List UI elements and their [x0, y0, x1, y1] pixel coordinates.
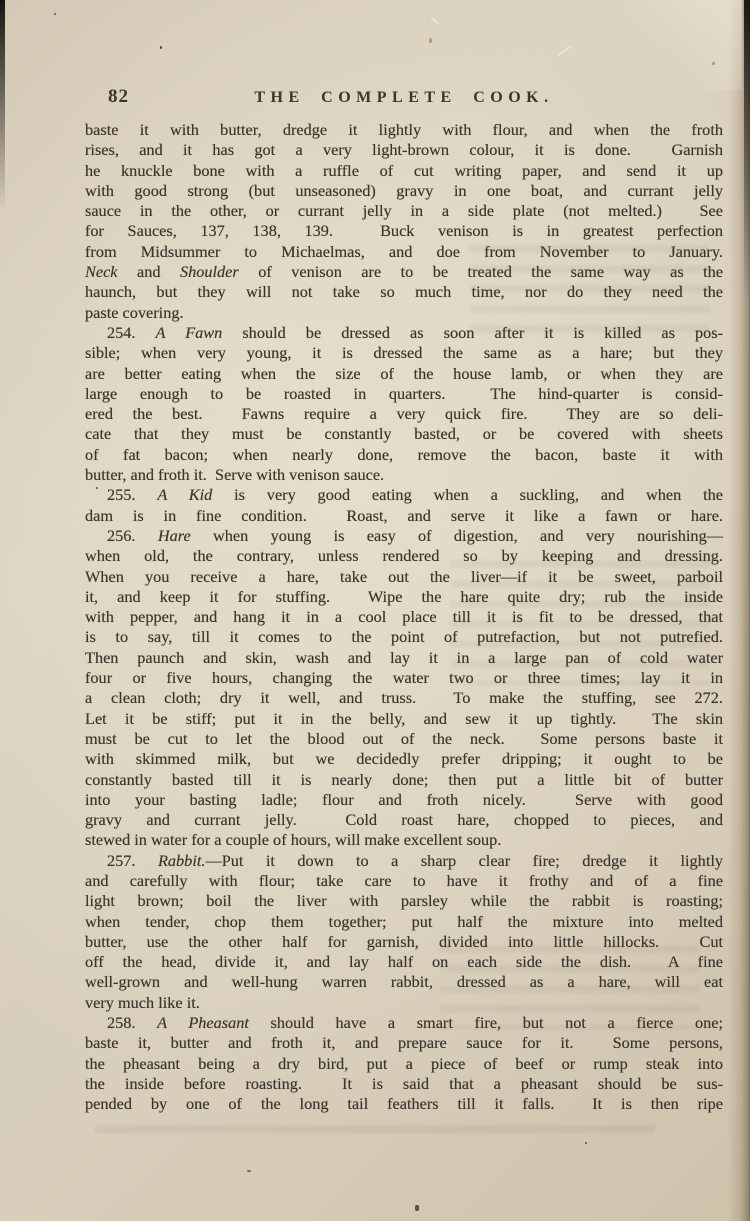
paper-speck — [54, 13, 56, 15]
text-segment: the pheasant being a dry bird, put a piece of beef or rump steak into — [85, 1053, 723, 1073]
text-segment: when tender, chop them together; put half the mixture into melted — [85, 911, 723, 931]
scan-edge-dark-right — [744, 0, 750, 300]
text-line — [85, 485, 723, 505]
text-line — [85, 546, 723, 566]
text-line — [85, 688, 723, 708]
paper-scratch — [557, 46, 571, 57]
text-line — [85, 120, 723, 140]
italic-text: Neck — [85, 262, 118, 282]
text-line — [85, 1074, 723, 1094]
text-line — [85, 445, 723, 465]
text-segment: the inside before roasting. It is said that a pheasant should be sus- — [85, 1073, 723, 1093]
text-segment: 256. — [107, 525, 158, 545]
text-segment: 255. — [107, 485, 158, 505]
text-segment: 258. — [107, 1013, 158, 1033]
text-segment: with pepper, and hang it in a cool place till it is fit to be dressed, that — [85, 607, 723, 627]
text-line — [85, 343, 723, 363]
text-line — [85, 323, 723, 343]
text-segment: cate that they must be constantly basted, or be covered with sheets — [85, 424, 723, 444]
text-segment: 254. — [107, 322, 156, 342]
text-line — [85, 912, 723, 932]
text-line — [85, 587, 723, 607]
text-line — [85, 627, 723, 647]
text-segment: is very good eating when a suckling, and when the — [212, 485, 724, 505]
text-segment: large enough to be roasted in quarters. The hind-quarter is consid- — [85, 383, 723, 403]
text-line — [85, 465, 723, 485]
text-line — [85, 790, 723, 810]
text-line — [85, 810, 723, 830]
text-segment: with good strong (but unseasoned) gravy in one boat, and currant jelly — [85, 180, 723, 200]
text-line — [85, 526, 723, 546]
text-line — [85, 729, 723, 749]
text-line — [85, 668, 723, 688]
text-segment: haunch, but they will not take so much time, nor do they need the — [85, 282, 723, 302]
text-line — [85, 891, 723, 911]
text-segment: he knuckle bone with a ruffle of cut writing paper, and send it up — [85, 160, 723, 180]
page-number: 82 — [108, 86, 129, 107]
paper-speck — [247, 1170, 251, 1172]
text-segment: and — [117, 262, 180, 282]
text-line — [85, 952, 723, 972]
text-segment: must be cut to let the blood out of the neck. Some persons baste it — [85, 728, 723, 748]
text-line — [85, 648, 723, 668]
text-segment: for Sauces, 137, 138, 139. Buck venison is in greatest perfection — [85, 221, 723, 241]
paper-scratch — [431, 17, 440, 25]
text-segment: sauce in the other, or currant jelly in a side plate (not melted.) See — [85, 201, 723, 221]
text-segment: light brown; boil the liver with parsley while the rabbit is roasting; — [85, 891, 723, 911]
text-segment: sible; when very young, it is dressed the same as a hare; but they — [85, 343, 723, 363]
text-line — [85, 303, 723, 323]
paper-speck — [415, 1205, 419, 1211]
text-segment: constantly basted till it is nearly done; then put a little bit of butter — [85, 769, 723, 789]
italic-text: Rabbit. — [157, 850, 206, 870]
text-segment: it, and keep it for stuffing. Wipe the hare quite dry; rub the inside — [85, 586, 723, 606]
scan-edge-dark-left — [0, 0, 5, 210]
text-segment: butter, use the other half for garnish, divided into little hillocks. Cut — [85, 931, 723, 951]
text-segment: baste it, butter and froth it, and prepare sauce for it. Some persons, — [85, 1033, 723, 1053]
text-line — [85, 709, 723, 729]
text-line — [85, 140, 723, 160]
show-through-patch — [95, 1120, 655, 1136]
text-segment: a clean cloth; dry it well, and truss. To make the stuffing, see 272. — [85, 688, 723, 708]
text-line — [85, 1033, 723, 1053]
text-line — [85, 384, 723, 404]
page-corner-highlight — [622, 0, 742, 90]
italic-text: A Pheasant — [157, 1013, 249, 1033]
running-head — [85, 86, 723, 112]
text-segment: four or five hours, changing the water two or three times; lay it in — [85, 668, 723, 688]
text-segment: ered the best. Fawns require a very quick fire. They are so deli- — [85, 404, 723, 424]
italic-text: A Fawn — [155, 322, 223, 342]
text-segment: off the head, divide it, and lay half on each side the dish. A fine — [85, 952, 723, 972]
text-line — [85, 1094, 723, 1114]
text-segment: into your basting ladle; flour and froth nicely. Serve with good — [85, 789, 723, 809]
text-segment: well-grown and well-hung warren rabbit, dressed as a hare, will eat — [85, 972, 723, 992]
text-segment: very much like it. — [85, 992, 200, 1012]
text-segment: of venison are to be treated the same way as the — [238, 262, 723, 282]
text-line — [85, 404, 723, 424]
text-line — [85, 282, 723, 302]
text-segment: baste it with butter, dredge it lightly with flour, and when the froth — [85, 120, 723, 139]
text-block — [85, 120, 723, 1115]
text-line — [85, 607, 723, 627]
text-segment: Then paunch and skin, wash and lay it in a large pan of cold water — [85, 647, 723, 667]
text-line — [85, 364, 723, 384]
text-line — [85, 506, 723, 526]
text-line — [85, 242, 723, 262]
text-segment: Let it be stiff; put it in the belly, and sew it up tightly. The skin — [85, 708, 723, 728]
text-line — [85, 161, 723, 181]
text-segment: with skimmed milk, but we decidedly prefer dripping; it ought to be — [85, 749, 723, 769]
text-segment: from Midsummer to Michaelmas, and doe from November to January. — [85, 241, 723, 261]
text-line — [85, 262, 723, 282]
text-line — [85, 770, 723, 790]
text-segment: when young is easy of digestion, and very nourishing— — [190, 525, 723, 545]
text-segment: should have a smart fire, but not a fierce one; — [248, 1013, 723, 1033]
italic-text: Shoulder — [179, 262, 239, 282]
text-segment: —Put it down to a sharp clear fire; dredge it lightly — [205, 850, 724, 870]
text-segment: dam is in fine condition. Roast, and serve it like a fawn or hare. — [85, 505, 723, 525]
text-line — [85, 972, 723, 992]
text-line — [85, 871, 723, 891]
paper-speck — [160, 46, 162, 49]
paper-speck — [712, 62, 715, 65]
text-line — [85, 201, 723, 221]
text-segment: pended by one of the long tail feathers till it falls. It is then ripe — [85, 1094, 723, 1114]
italic-text: Hare — [157, 525, 191, 545]
text-segment: 257. — [107, 850, 158, 870]
text-line — [85, 830, 723, 850]
text-segment: when old, the contrary, unless rendered so by keeping and dressing. — [85, 546, 723, 566]
italic-text: A Kid — [157, 485, 213, 505]
text-line — [85, 181, 723, 201]
text-line — [85, 851, 723, 871]
text-segment: and carefully with flour; take care to have it frothy and of a fine — [85, 870, 723, 890]
text-segment: gravy and currant jelly. Cold roast hare, chopped to pieces, and — [85, 810, 723, 830]
page-title: THE COMPLETE COOK. — [254, 89, 554, 106]
text-segment: of fat bacon; when nearly done, remove the bacon, baste it with — [85, 444, 723, 464]
text-segment: When you receive a hare, take out the liver—if it be sweet, parboil — [85, 566, 723, 586]
text-segment: should be dressed as soon after it is killed as pos- — [222, 322, 724, 342]
text-line — [85, 567, 723, 587]
text-line — [85, 221, 723, 241]
text-segment: butter, and froth it. Serve with venison sauce. — [85, 465, 385, 485]
paper-speck — [585, 1142, 587, 1144]
text-line — [85, 424, 723, 444]
text-line — [85, 1013, 723, 1033]
text-line — [85, 993, 723, 1013]
text-segment: stewed in water for a couple of hours, will make excellent soup. — [85, 830, 502, 850]
text-segment: is to say, till it comes to the point of putrefaction, but not putrefied. — [85, 627, 723, 647]
text-segment: paste covering. — [85, 302, 184, 322]
text-segment: are better eating when the size of the house lamb, or when they are — [85, 363, 723, 383]
text-line — [85, 1054, 723, 1074]
text-line — [85, 749, 723, 769]
paper-speck — [429, 38, 432, 43]
text-segment: rises, and it has got a very light-brown colour, it is done. Garnish — [85, 140, 723, 160]
text-line — [85, 932, 723, 952]
